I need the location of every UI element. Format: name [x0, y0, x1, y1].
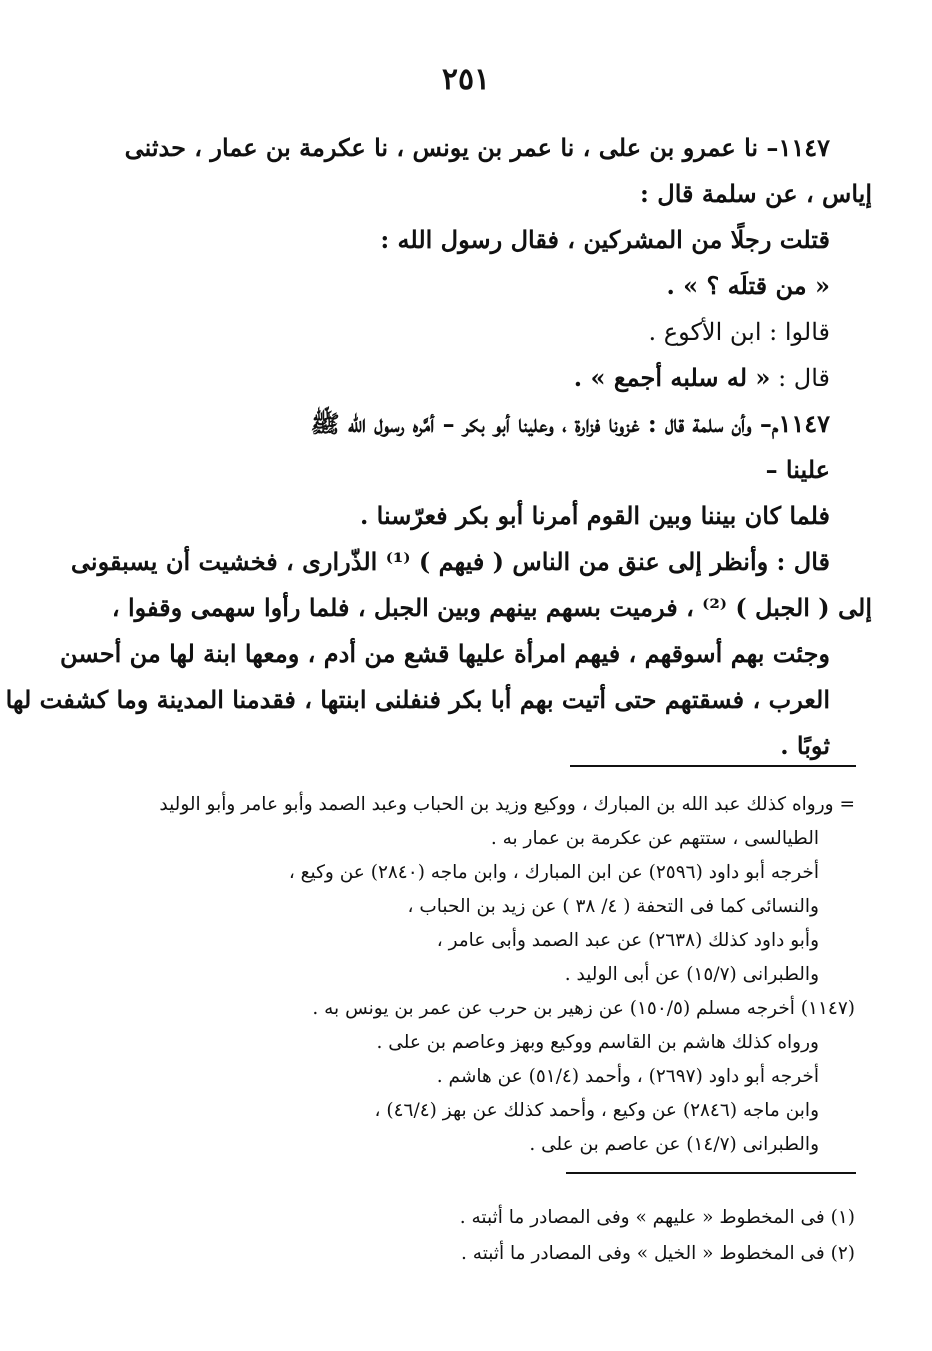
- note-line: أخرجه أبو داود (٢٥٩٦) عن ابن المبارك ، وابن ماجه (٢٨٤٠) عن وكيع ،: [288, 862, 819, 883]
- hadith-text: – نا عمرو بن على ، نا عمر بن يونس ، نا عكرمة بن عمار ، حدثنى: [124, 133, 779, 162]
- notes-divider: [570, 765, 856, 767]
- footnotes-divider: [566, 1172, 856, 1174]
- hadith-1147-line-2: إياس ، عن سلمة قال :: [640, 179, 872, 208]
- footnotes: [110, 1200, 855, 1272]
- hadith-1147m-line-5: إلى ( الجبل ) ⁽²⁾ ، فرميت بسهم بينهم وبين الجبل ، فلما رأوا سهمى وقفوا ،: [111, 593, 872, 622]
- hadith-1147m-line-2: علينا –: [765, 455, 830, 484]
- hadith-1147m-line-1: [110, 401, 830, 447]
- note-line: وابن ماجه (٢٨٤٦) عن وكيع ، وأحمد كذلك عن بهز (٤٦/٤) ،: [374, 1100, 819, 1121]
- hadith-1147m-line-8: ثوبًا .: [780, 731, 830, 760]
- footnote-2: (٢) فى المخطوط « الخيل » وفى المصادر ما أثبته .: [461, 1243, 855, 1264]
- note-line: وأبو داود كذلك (٢٦٣٨) عن عبد الصمد وأبى عامر ،: [436, 930, 819, 951]
- note-line: أخرجه أبو داود (٢٦٩٧) ، وأحمد (٥١/٤) عن هاشم .: [436, 1066, 819, 1087]
- hadith-number: ١١٤٧: [778, 133, 830, 162]
- prophet-saying: « له سلبه أجمع » .: [573, 363, 771, 392]
- hadith-1147-line-4: « من قتلَه ؟ » .: [666, 271, 830, 300]
- main-text: [5, 125, 872, 769]
- hadith-number: ١١٤٧م: [771, 409, 830, 438]
- note-line: والطبرانى (١٤/٧) عن عاصم بن على .: [529, 1134, 819, 1155]
- note-line: = ورواه كذلك عبد الله بن المبارك ، ووكيع وزيد بن الحباب وعبد الصمد وأبو عامر وأبو الوليد: [159, 794, 855, 815]
- hadith-1147-line-6: [110, 355, 830, 401]
- hadith-1147-line-1: [110, 125, 830, 171]
- footnote-1: (١) فى المخطوط « عليهم » وفى المصادر ما أثبته .: [459, 1207, 855, 1228]
- hadith-1147m-line-4: قال : وأنظر إلى عنق من الناس ( فيهم ) ⁽¹⁾ الذّرارى ، فخشيت أن يسبقونى: [70, 547, 830, 576]
- takhrij-notes: [110, 788, 855, 1162]
- hadith-1147m-line-6: وجئت بهم أسوقهم ، فيهم امرأة عليها قشع من أدم ، ومعها ابنة لها من أحسن: [60, 639, 830, 668]
- note-line: والنسائى كما فى التحفة ( ٤/ ٣٨ ) عن زيد بن الحباب ،: [407, 896, 819, 917]
- note-line: ورواه كذلك هاشم بن القاسم ووكيع وبهز وعاصم بن على .: [376, 1032, 819, 1053]
- said-label: قال :: [778, 364, 830, 392]
- page-number: ٢٥١: [441, 62, 491, 97]
- note-line: الطيالسى ، ستتهم عن عكرمة بن عمار به .: [490, 828, 819, 849]
- hadith-1147m-line-3: فلما كان بيننا وبين القوم أمرنا أبو بكر فعرّسنا .: [359, 501, 830, 530]
- note-line: والطبرانى (١٥/٧) عن أبى الوليد .: [564, 964, 819, 985]
- note-line: (١١٤٧) أخرجه مسلم (١٥٠/٥) عن زهير بن حرب عن عمر بن يونس به .: [312, 998, 855, 1019]
- hadith-1147-line-5: قالوا : ابن الأكوع .: [648, 318, 830, 346]
- hadith-1147-line-3: قتلت رجلًا من المشركين ، فقال رسول الله :: [380, 225, 830, 254]
- hadith-1147m-line-7: العرب ، فسقتهم حتى أتيت بهم أبا بكر فنفلنى ابنتها ، فقدمنا المدينة وما كشفت لها: [5, 685, 830, 714]
- hadith-text: – وأن سلمة قال : غزونا فزارة ، وعلينا أبو بكر – أمَّره رسول الله ﷺ: [310, 409, 772, 438]
